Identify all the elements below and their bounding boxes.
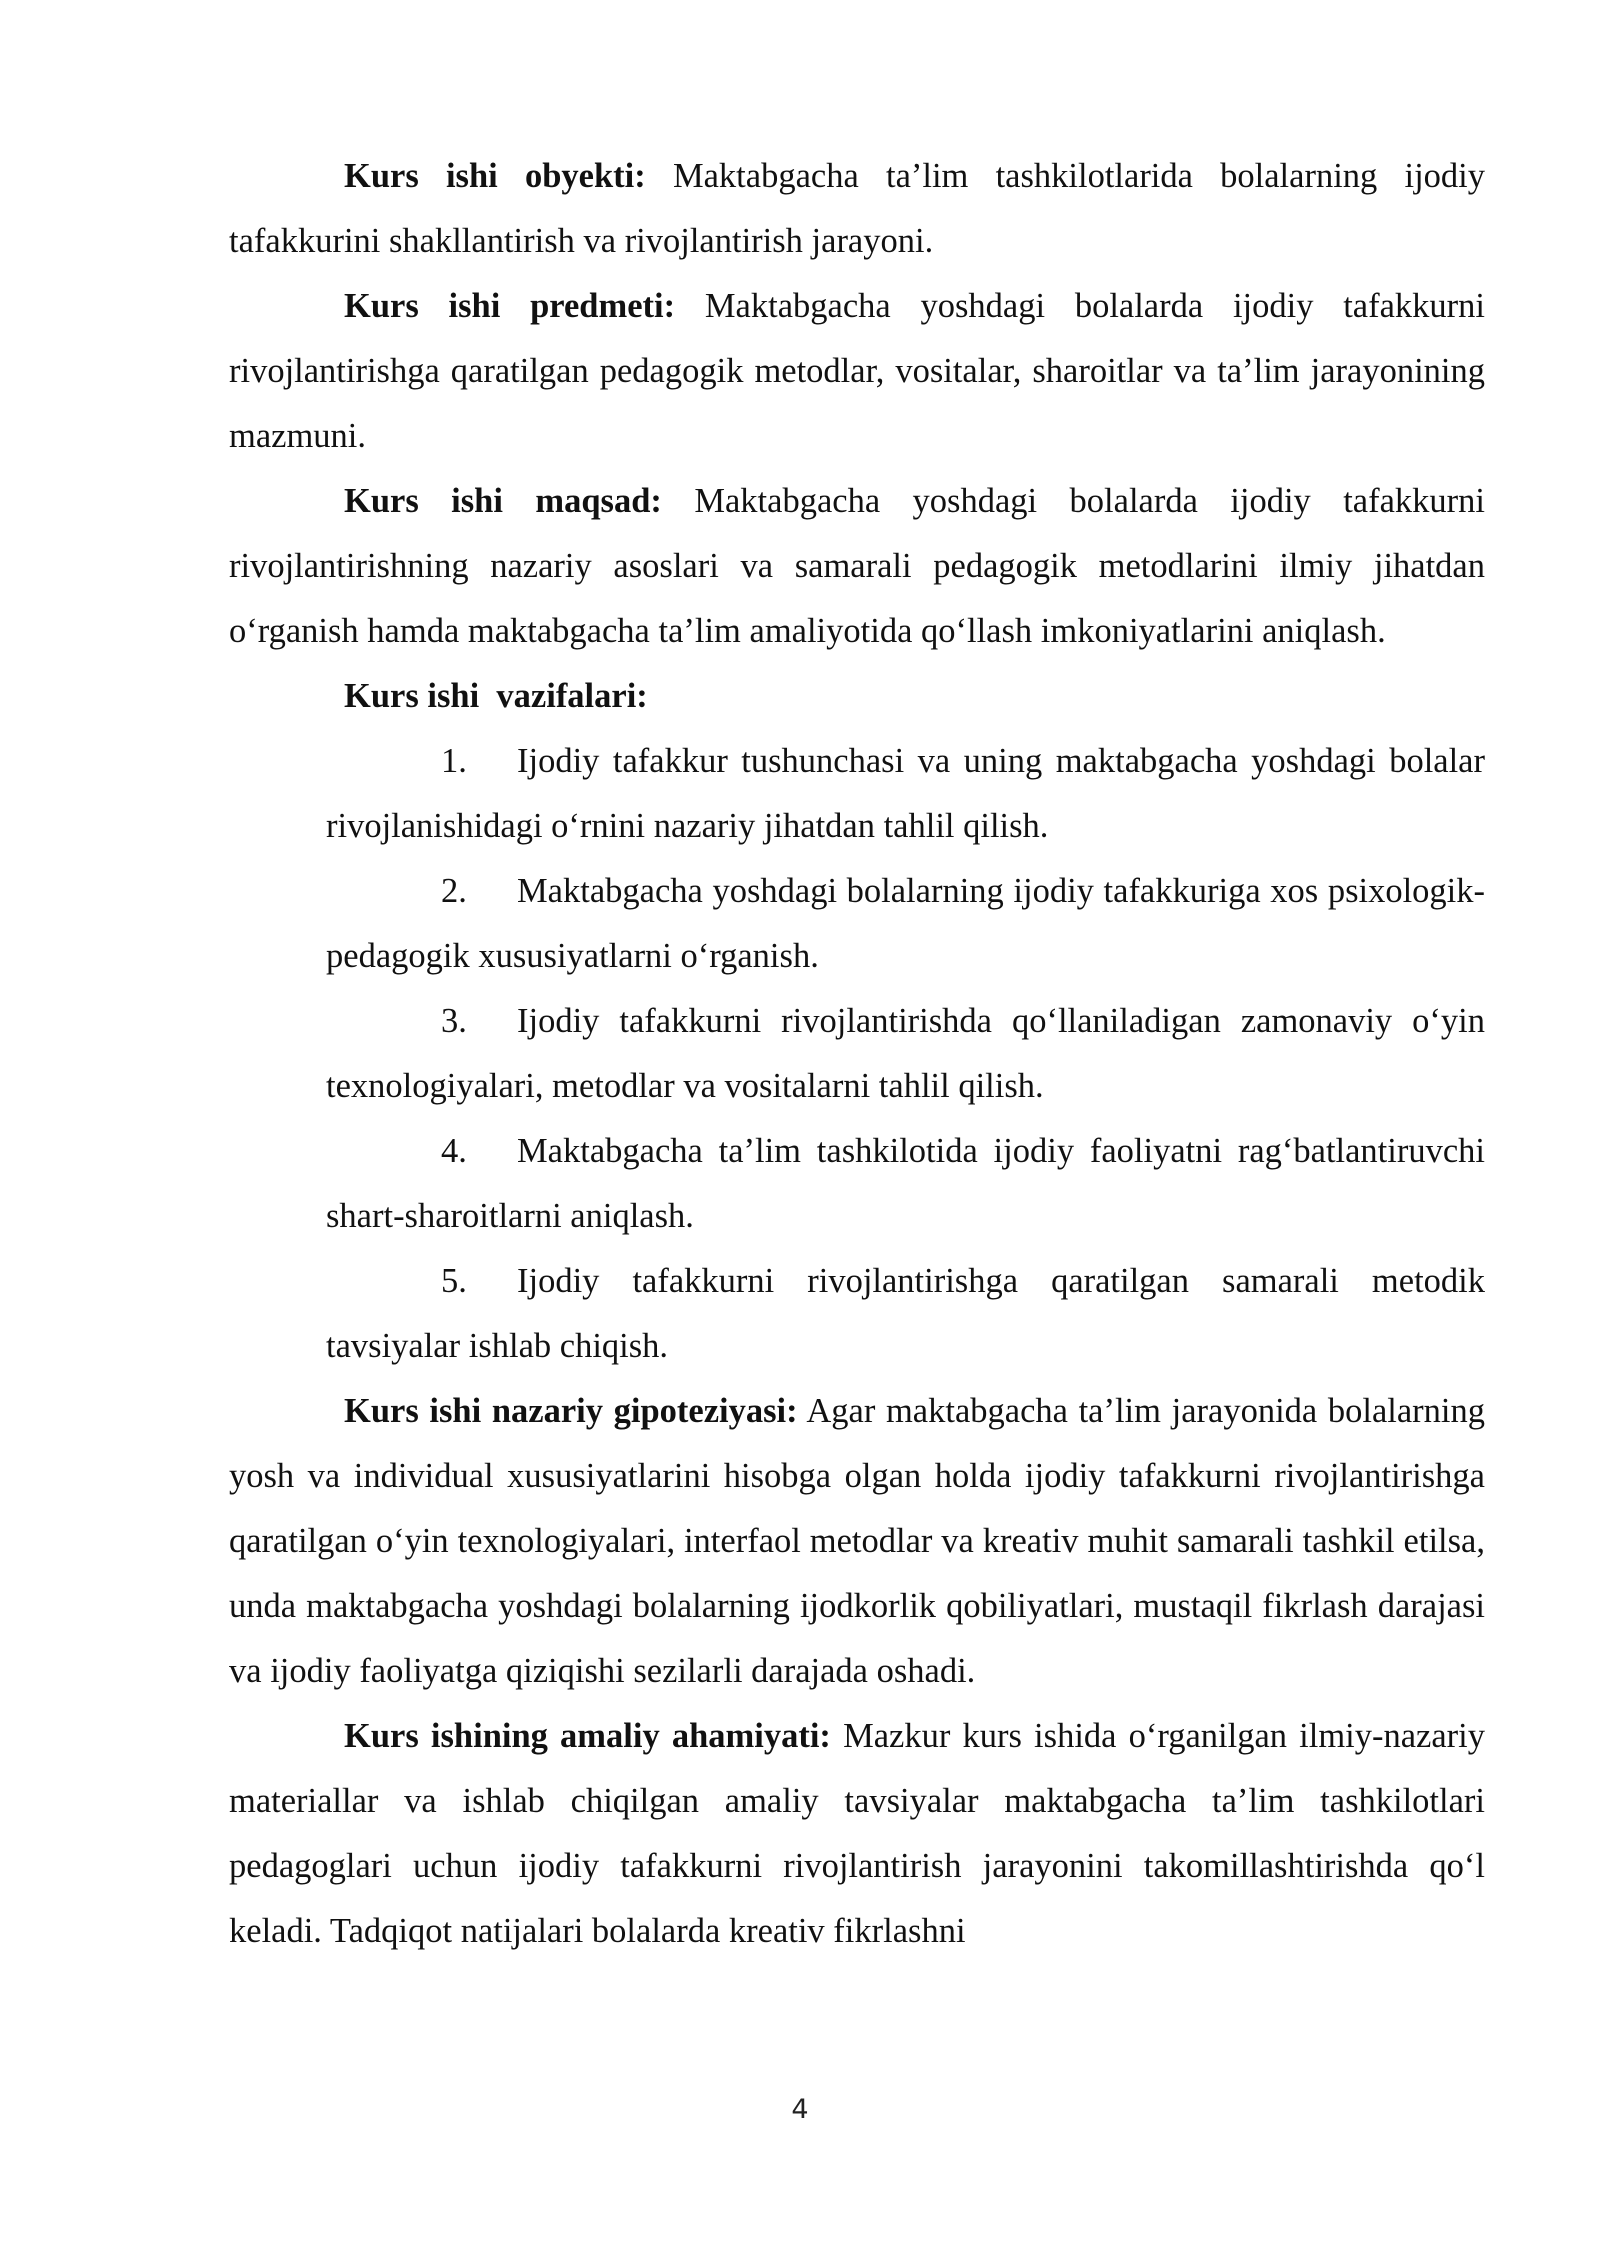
task-number: 3. [441,1002,467,1040]
task-item-2 [326,859,1485,989]
task-text: Maktabgacha yoshdagi bolalarning ijodiy tafakkuriga xos psixologik-pedagogik xususiyatlarni o‘rganish. [326,872,1485,975]
significance-text: Mazkur kurs ishida o‘rganilgan ilmiy-nazariy materiallar va ishlab chiqilgan amaliy tavsiyalar maktabgacha ta’lim tashkilotlari pedagoglari uchun ijodiy tafakkurni rivojlantirish jarayonini takomillashtirishda qo‘l keladi. Tadqiqot natijalari bolalarda kreativ fikrlashni [229,1717,1485,1950]
paragraph-subject [229,274,1485,469]
task-item-4 [326,1119,1485,1249]
tasks-heading: Kurs ishi vazifalari: [344,677,648,715]
goal-text: Maktabgacha yoshdagi bolalarda ijodiy tafakkurni rivojlantirishning nazariy asoslari va samarali pedagogik metodlarini ilmiy jihatdan o‘rganish hamda maktabgacha ta’lim amaliyotida qo‘llash imkoniyatlarini aniqlash. [229,482,1485,650]
task-number: 4. [441,1132,467,1170]
goal-label: Kurs ishi maqsad: [344,482,662,520]
task-text: Ijodiy tafakkurni rivojlantirishda qo‘llaniladigan zamonaviy o‘yin texnologiyalari, metodlar va vositalarni tahlil qilish. [326,1002,1485,1105]
task-number: 1. [441,742,467,780]
tasks-list [229,729,1485,1379]
paragraph-practical-significance [229,1704,1485,1964]
task-item-5 [326,1249,1485,1379]
paragraph-goal [229,469,1485,664]
task-item-1 [326,729,1485,859]
page-number: 4 [791,2094,809,2125]
task-text: Maktabgacha ta’lim tashkilotida ijodiy faoliyatni rag‘batlantiruvchi shart-sharoitlarni aniqlash. [326,1132,1485,1235]
hypothesis-text: Agar maktabgacha ta’lim jarayonida bolalarning yosh va individual xususiyatlarini hisobga olgan holda ijodiy tafakkurni rivojlantirishga qaratilgan o‘yin texnologiyalari, interfaol metodlar va kreativ muhit samarali tashkil etilsa, unda maktabgacha yoshdagi bolalarning ijodkorlik qobiliyatlari, mustaqil fikrlash darajasi va ijodiy faoliyatga qiziqishi sezilarli darajada oshadi. [229,1392,1485,1690]
task-item-3 [326,989,1485,1119]
paragraph-hypothesis [229,1379,1485,1704]
task-number: 2. [441,872,467,910]
subject-text: Maktabgacha yoshdagi bolalarda ijodiy tafakkurni rivojlantirishga qaratilgan pedagogik metodlar, vositalar, sharoitlar va ta’lim jarayonining mazmuni. [229,287,1485,455]
object-text: Maktabgacha ta’lim tashkilotlarida bolalarning ijodiy tafakkurini shakllantirish va rivojlantirish jarayoni. [229,157,1486,260]
subject-label: Kurs ishi predmeti: [344,287,676,325]
task-number: 5. [441,1262,467,1300]
document-page [229,144,1485,1964]
hypothesis-label: Kurs ishi nazariy gipoteziyasi: [344,1392,798,1430]
significance-label: Kurs ishining amaliy ahamiyati: [344,1717,831,1755]
paragraph-object [229,144,1485,274]
object-label: Kurs ishi obyekti: [344,157,646,195]
task-text: Ijodiy tafakkurni rivojlantirishga qaratilgan samarali metodik tavsiyalar ishlab chiqish. [326,1262,1485,1365]
task-text: Ijodiy tafakkur tushunchasi va uning maktabgacha yoshdagi bolalar rivojlanishidagi o‘rnini nazariy jihatdan tahlil qilish. [326,742,1485,845]
